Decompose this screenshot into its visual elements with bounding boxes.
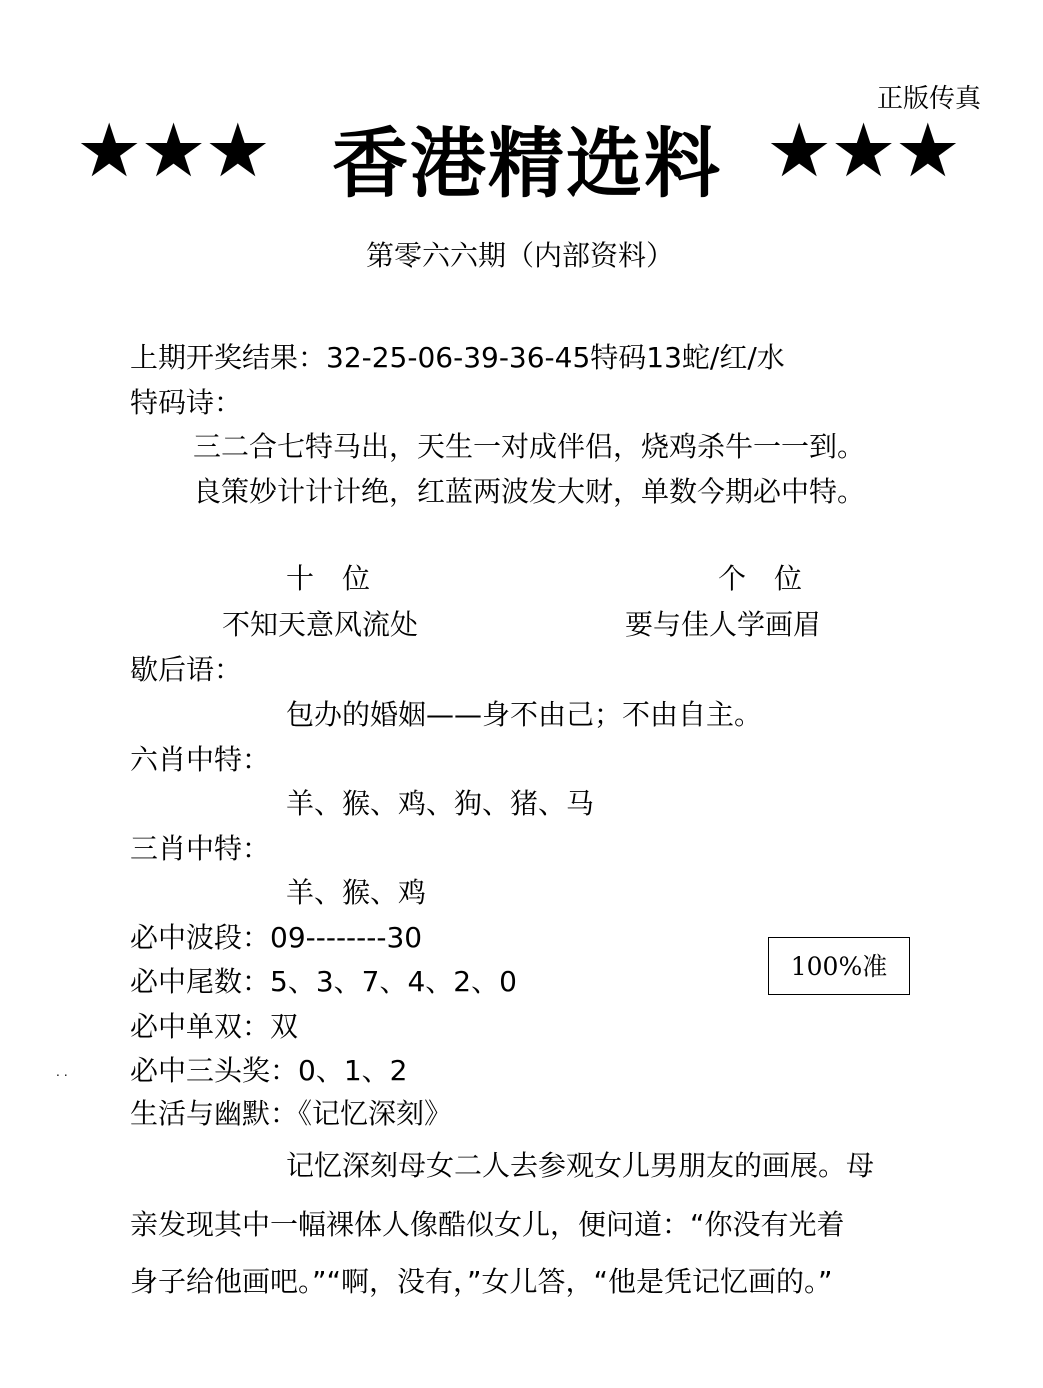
three-zodiac-label: 三肖中特： <box>130 832 271 865</box>
humor-title: 生活与幽默：《记忆深刻》 <box>130 1097 453 1130</box>
six-zodiac-label: 六肖中特： <box>130 743 271 776</box>
units-text: 要与佳人学画眉 <box>625 608 822 641</box>
stars-right-icon: ★★★ <box>766 108 960 194</box>
pick-head: 必中三头奖：0、1、2 <box>130 1054 408 1087</box>
tens-header: 十 位 <box>286 562 371 595</box>
subtitle: 第零六六期（内部资料） <box>366 239 675 272</box>
accuracy-badge <box>768 937 910 995</box>
stray-dots: .. <box>56 1065 72 1079</box>
saying-text: 包办的婚姻——身不由己；不由自主。 <box>286 698 763 731</box>
last-result: 上期开奖结果：32-25-06-39-36-45特码13蛇/红/水 <box>130 341 785 374</box>
three-zodiac-text: 羊、猴、鸡 <box>286 876 427 909</box>
units-header: 个 位 <box>718 562 803 595</box>
page-title: 香港精选料 <box>332 119 722 208</box>
poem-line-2: 良策妙计计计绝，红蓝两波发大财，单数今期必中特。 <box>193 475 866 508</box>
saying-label: 歇后语： <box>130 653 243 686</box>
accuracy-badge-text: 100%准 <box>790 951 888 981</box>
stars-left-icon: ★★★ <box>76 108 270 194</box>
story-line-3: 身子给他画吧。”“啊，没有，”女儿答，“他是凭记忆画的。” <box>130 1265 833 1298</box>
story-line-1: 记忆深刻母女二人去参观女儿男朋友的画展。母 <box>286 1149 875 1182</box>
tens-text: 不知天意风流处 <box>222 608 419 641</box>
story-line-2: 亲发现其中一幅裸体人像酷似女儿，便问道：“你没有光着 <box>130 1208 845 1241</box>
pick-wave: 必中波段：09--------30 <box>130 921 423 954</box>
six-zodiac-text: 羊、猴、鸡、狗、猪、马 <box>286 787 595 820</box>
pick-tail: 必中尾数：5、3、7、4、2、0 <box>130 965 517 998</box>
corner-label: 正版传真 <box>877 84 982 114</box>
poem-label: 特码诗： <box>130 386 243 419</box>
poem-line-1: 三二合七特马出，天生一对成伴侣，烧鸡杀牛一一到。 <box>193 430 866 463</box>
pick-odd-even: 必中单双：双 <box>130 1010 299 1043</box>
